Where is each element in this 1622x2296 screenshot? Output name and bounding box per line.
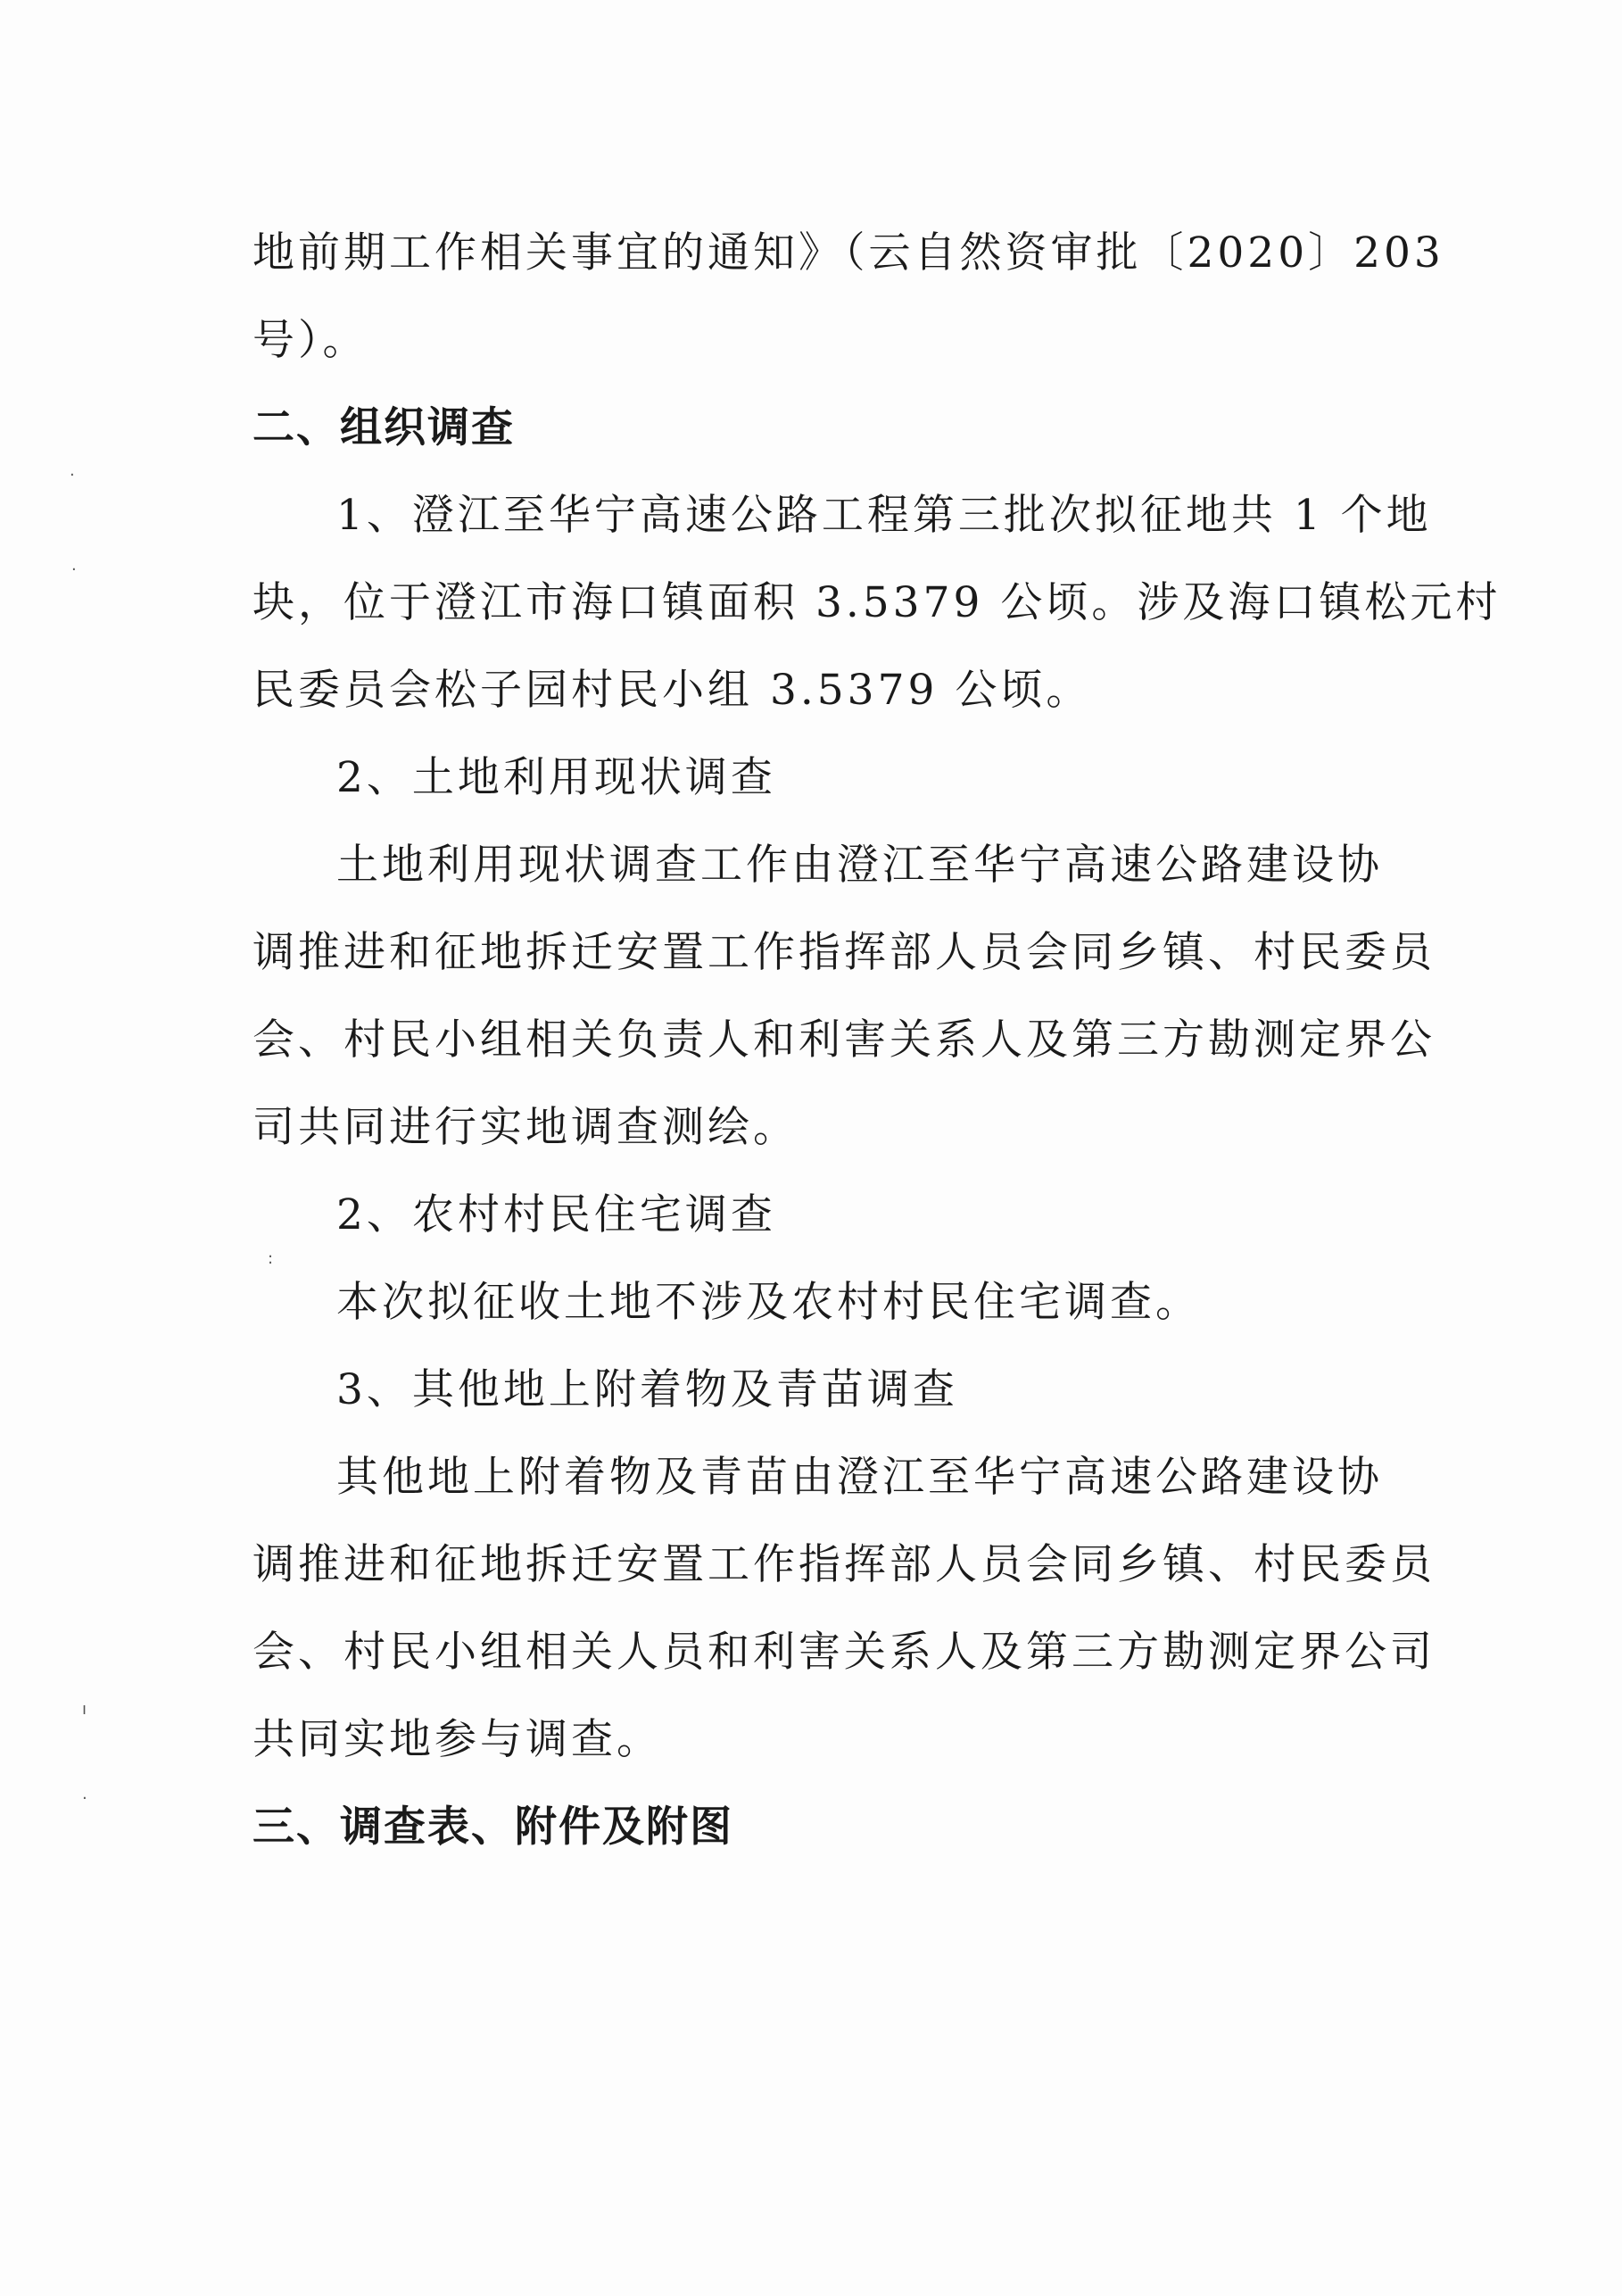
text-line-18: 共同实地参与调查。 xyxy=(252,1715,662,1764)
subheading-rural-housing-survey: 2、农村村民住宅调查 xyxy=(336,1190,776,1239)
section-heading-organize-survey: 二、组织调查 xyxy=(252,403,515,452)
subheading-land-use-survey: 2、土地利用现状调查 xyxy=(336,753,776,802)
text-line-13: 本次拟征收土地不涉及农村村民住宅调查。 xyxy=(336,1278,1201,1327)
scan-speck: : xyxy=(268,1249,274,1268)
scan-speck: · xyxy=(71,560,77,579)
scan-speck: · xyxy=(82,1789,87,1808)
text-line-4: 1、澄江至华宁高速公路工程第三批次拟征地共 1 个地 xyxy=(336,491,1432,540)
text-line-16: 调推进和征地拆迁安置工作指挥部人员会同乡镇、村民委员 xyxy=(252,1540,1436,1589)
scan-speck: · xyxy=(70,466,75,485)
text-line-9: 调推进和征地拆迁安置工作指挥部人员会同乡镇、村民委员 xyxy=(252,928,1436,977)
scan-speck: ı xyxy=(82,1700,87,1719)
text-line-2: 号）。 xyxy=(252,316,368,365)
text-line-8: 土地利用现状调查工作由澄江至华宁高速公路建设协 xyxy=(336,841,1383,890)
text-line-1: 地前期工作相关事宜的通知》（云自然资审批〔2020〕203 xyxy=(252,228,1444,278)
section-heading-survey-tables: 三、调查表、附件及附图 xyxy=(252,1803,733,1852)
text-line-10: 会、村民小组相关负责人和利害关系人及第三方勘测定界公 xyxy=(252,1015,1436,1065)
subheading-attachments-crops-survey: 3、其他地上附着物及青苗调查 xyxy=(336,1365,958,1414)
text-line-6: 民委员会松子园村民小组 3.5379 公顷。 xyxy=(252,666,1092,715)
text-line-15: 其他地上附着物及青苗由澄江至华宁高速公路建设协 xyxy=(336,1453,1383,1502)
text-line-11: 司共同进行实地调查测绘。 xyxy=(252,1103,799,1152)
document-body xyxy=(252,210,1502,1871)
text-line-17: 会、村民小组相关人员和利害关系人及第三方勘测定界公司 xyxy=(252,1628,1436,1677)
text-line-5: 块，位于澄江市海口镇面积 3.5379 公顷。涉及海口镇松元村 xyxy=(252,578,1502,627)
